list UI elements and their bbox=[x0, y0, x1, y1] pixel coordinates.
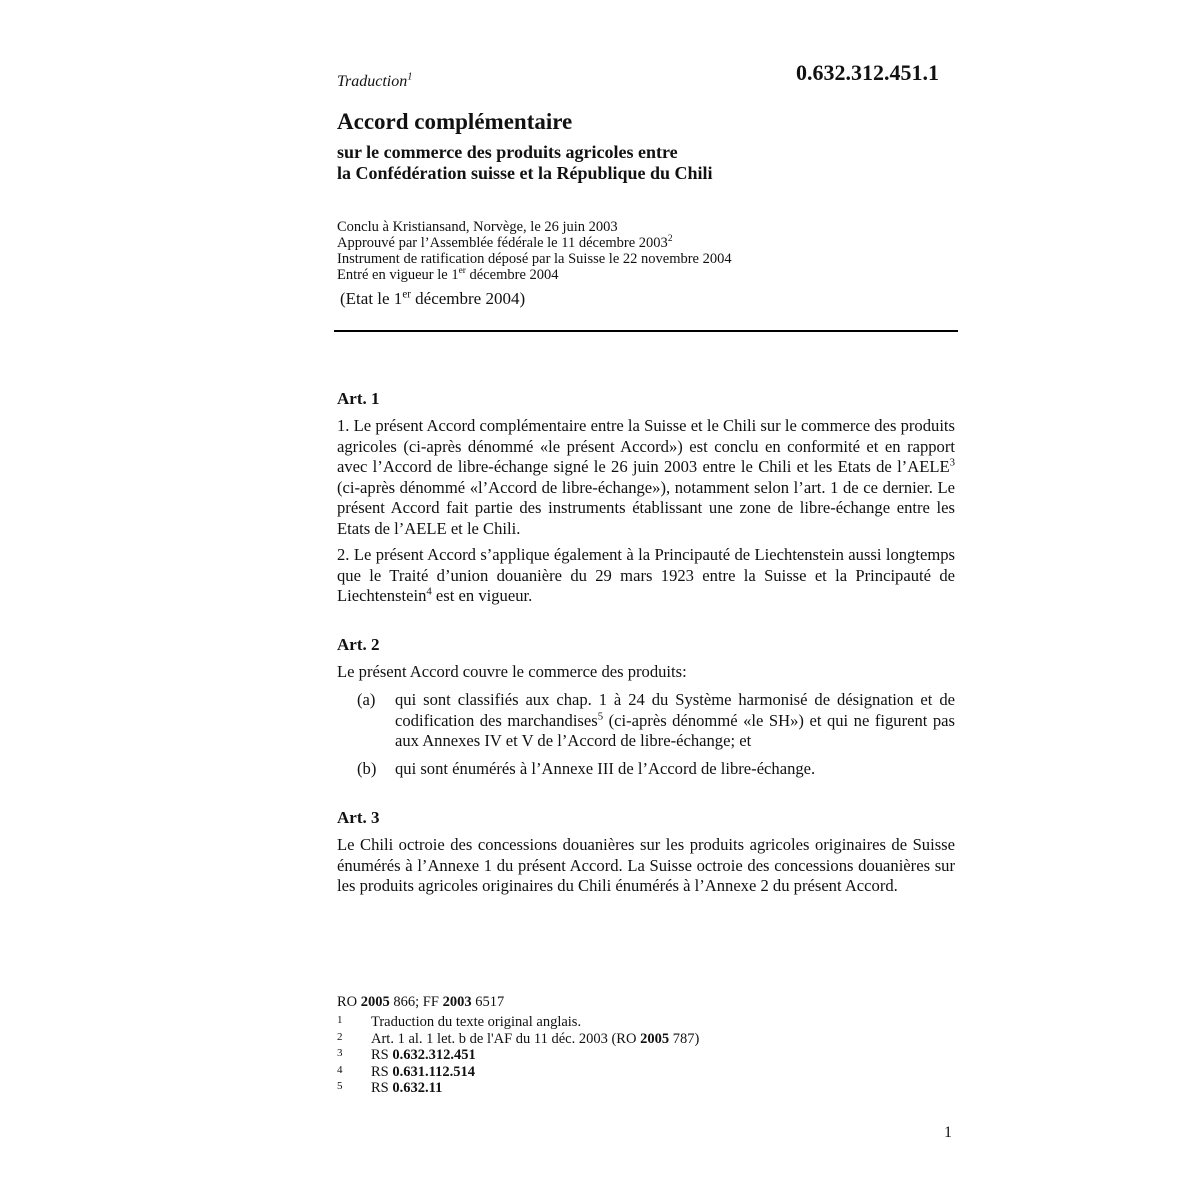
footnote-ref-2[interactable]: 2 bbox=[667, 234, 673, 245]
footnote-1 bbox=[337, 1014, 957, 1031]
entry-suffix: décembre 2004 bbox=[465, 267, 559, 283]
approved-line bbox=[337, 235, 957, 251]
fn4-ref[interactable]: 0.631.112.514 bbox=[392, 1063, 475, 1080]
item-b-marker: (b) bbox=[357, 759, 377, 778]
fn2-text-a: Art. 1 al. 1 let. b de l'AF du 11 déc. 2003 (RO bbox=[371, 1030, 641, 1047]
fn5-ref[interactable]: 0.632.11 bbox=[392, 1080, 443, 1096]
article-3-paragraph: Le Chili octroie des concessions douanières sur les produits agricoles originaires de Suisse énumérés à l’Annexe 1 du présent Accord. La Suisse octroie des concessions douanières sur les produits agricoles originaires du Chili énumérés à l’Annexe 2 du présent Accord. bbox=[337, 835, 955, 895]
footnote-ref-5[interactable]: 5 bbox=[597, 709, 604, 722]
official-sources bbox=[337, 994, 504, 1011]
entry-ordinal: er bbox=[458, 266, 466, 277]
art1-p1-text-a: 1. Le présent Accord complémentaire entre la Suisse et le Chili sur le commerce des produits agricoles (ci-après dénommé «le présent Accord») est conclu en conformité et en rapport avec l’Accord de libre-échange signé le 26 juin 2003 entre le Chili et les Etats de l’AELE bbox=[337, 416, 955, 476]
item-b-text: qui sont énumérés à l’Annexe III de l’Accord de libre-échange. bbox=[395, 759, 816, 778]
footnote-text bbox=[371, 1080, 442, 1097]
art1-p1-text-b: (ci-après dénommé «l’Accord de libre-échange»), notamment selon l’art. 1 de ce dernier. Le présent Accord fait partie des instruments établissant une zone de libre-échange entre les Etats de l’AELE et le Chili. bbox=[337, 477, 955, 538]
document-subtitle bbox=[337, 142, 957, 184]
translation-label-text: Traduction bbox=[337, 73, 408, 90]
footnote-ref-4[interactable]: 4 bbox=[426, 585, 432, 598]
ro-year: 2005 bbox=[360, 994, 390, 1010]
document-title: Accord complémentaire bbox=[337, 109, 573, 134]
etat-suffix: décembre 2004) bbox=[410, 289, 526, 308]
footnote-text bbox=[371, 1047, 476, 1064]
footnote-number: 1 bbox=[337, 1014, 343, 1026]
page-number: 1 bbox=[944, 1124, 952, 1141]
footnote-3 bbox=[337, 1047, 957, 1064]
article-2-item-a bbox=[357, 690, 955, 752]
header-divider bbox=[334, 330, 958, 332]
footnote-ref-3[interactable]: 3 bbox=[949, 456, 955, 469]
item-a-text bbox=[395, 690, 955, 752]
article-2-heading: Art. 2 bbox=[337, 635, 380, 654]
fn2-text-b: 787) bbox=[669, 1030, 700, 1047]
footnote-text bbox=[371, 1064, 475, 1081]
footnote-4 bbox=[337, 1064, 957, 1081]
footnote-2 bbox=[337, 1031, 957, 1048]
etat-prefix: (Etat le 1 bbox=[340, 289, 403, 308]
rs-number: 0.632.312.451.1 bbox=[796, 60, 939, 85]
footnotes bbox=[337, 1014, 957, 1097]
footnote-number: 2 bbox=[337, 1030, 343, 1043]
concluded-line: Conclu à Kristiansand, Norvège, le 26 juin 2003 bbox=[337, 219, 618, 235]
subtitle-line-2: la Confédération suisse et la République du Chili bbox=[337, 163, 713, 183]
ro-label: RO bbox=[337, 994, 361, 1010]
footnote-number: 4 bbox=[337, 1063, 343, 1076]
article-1-paragraph-1 bbox=[337, 416, 955, 539]
fn5-prefix: RS bbox=[371, 1080, 393, 1096]
item-a-text-part-2: (ci-après dénommé «le SH») et qui ne figurent pas aux Annexes IV et V de l’Accord de libre-échange; et bbox=[395, 710, 955, 750]
approved-text: Approuvé par l’Assemblée fédérale le 11 décembre 2003 bbox=[337, 235, 668, 251]
footnote-number: 3 bbox=[337, 1047, 343, 1059]
enactment-metadata bbox=[337, 219, 957, 283]
entry-prefix: Entré en vigueur le 1 bbox=[337, 267, 459, 283]
fn3-ref[interactable]: 0.632.312.451 bbox=[392, 1047, 476, 1063]
entry-into-force-line bbox=[337, 267, 957, 283]
item-a-marker: (a) bbox=[357, 690, 376, 709]
article-2-item-b bbox=[357, 759, 955, 780]
translation-label bbox=[337, 73, 412, 91]
footnote-5 bbox=[337, 1080, 957, 1097]
article-1-paragraph-2 bbox=[337, 545, 955, 607]
status-date bbox=[340, 289, 525, 309]
article-1-heading: Art. 1 bbox=[337, 389, 380, 408]
etat-ordinal: er bbox=[402, 288, 411, 301]
ratification-line: Instrument de ratification déposé par la Suisse le 22 novembre 2004 bbox=[337, 251, 732, 267]
footnote-number: 5 bbox=[337, 1080, 343, 1092]
footnote-text bbox=[371, 1031, 699, 1048]
footnote-ref-1[interactable]: 1 bbox=[407, 71, 413, 83]
ff-year: 2003 bbox=[442, 994, 472, 1010]
ff-page: 6517 bbox=[471, 994, 505, 1010]
art1-p2-text-a: 2. Le présent Accord s’applique également à la Principauté de Liechtenstein aussi longtemps que le Traité d’union douanière du 29 mars 1923 entre la Suisse et la Principauté de Liechtenstein bbox=[337, 545, 955, 605]
fn2-year: 2005 bbox=[640, 1030, 670, 1047]
subtitle-line-1: sur le commerce des produits agricoles entre bbox=[337, 142, 678, 162]
footnote-text: Traduction du texte original anglais. bbox=[371, 1014, 582, 1030]
item-a-text-part-1: qui sont classifiés aux chap. 1 à 24 du Système harmonisé de désignation et de codification des marchandises bbox=[395, 690, 955, 730]
article-2-intro: Le présent Accord couvre le commerce des produits: bbox=[337, 662, 687, 681]
fn3-prefix: RS bbox=[371, 1047, 393, 1063]
article-3-heading: Art. 3 bbox=[337, 808, 380, 827]
ro-page: 866; FF bbox=[389, 994, 443, 1010]
art1-p2-text-b: est en vigueur. bbox=[431, 586, 533, 605]
fn4-prefix: RS bbox=[371, 1063, 393, 1080]
